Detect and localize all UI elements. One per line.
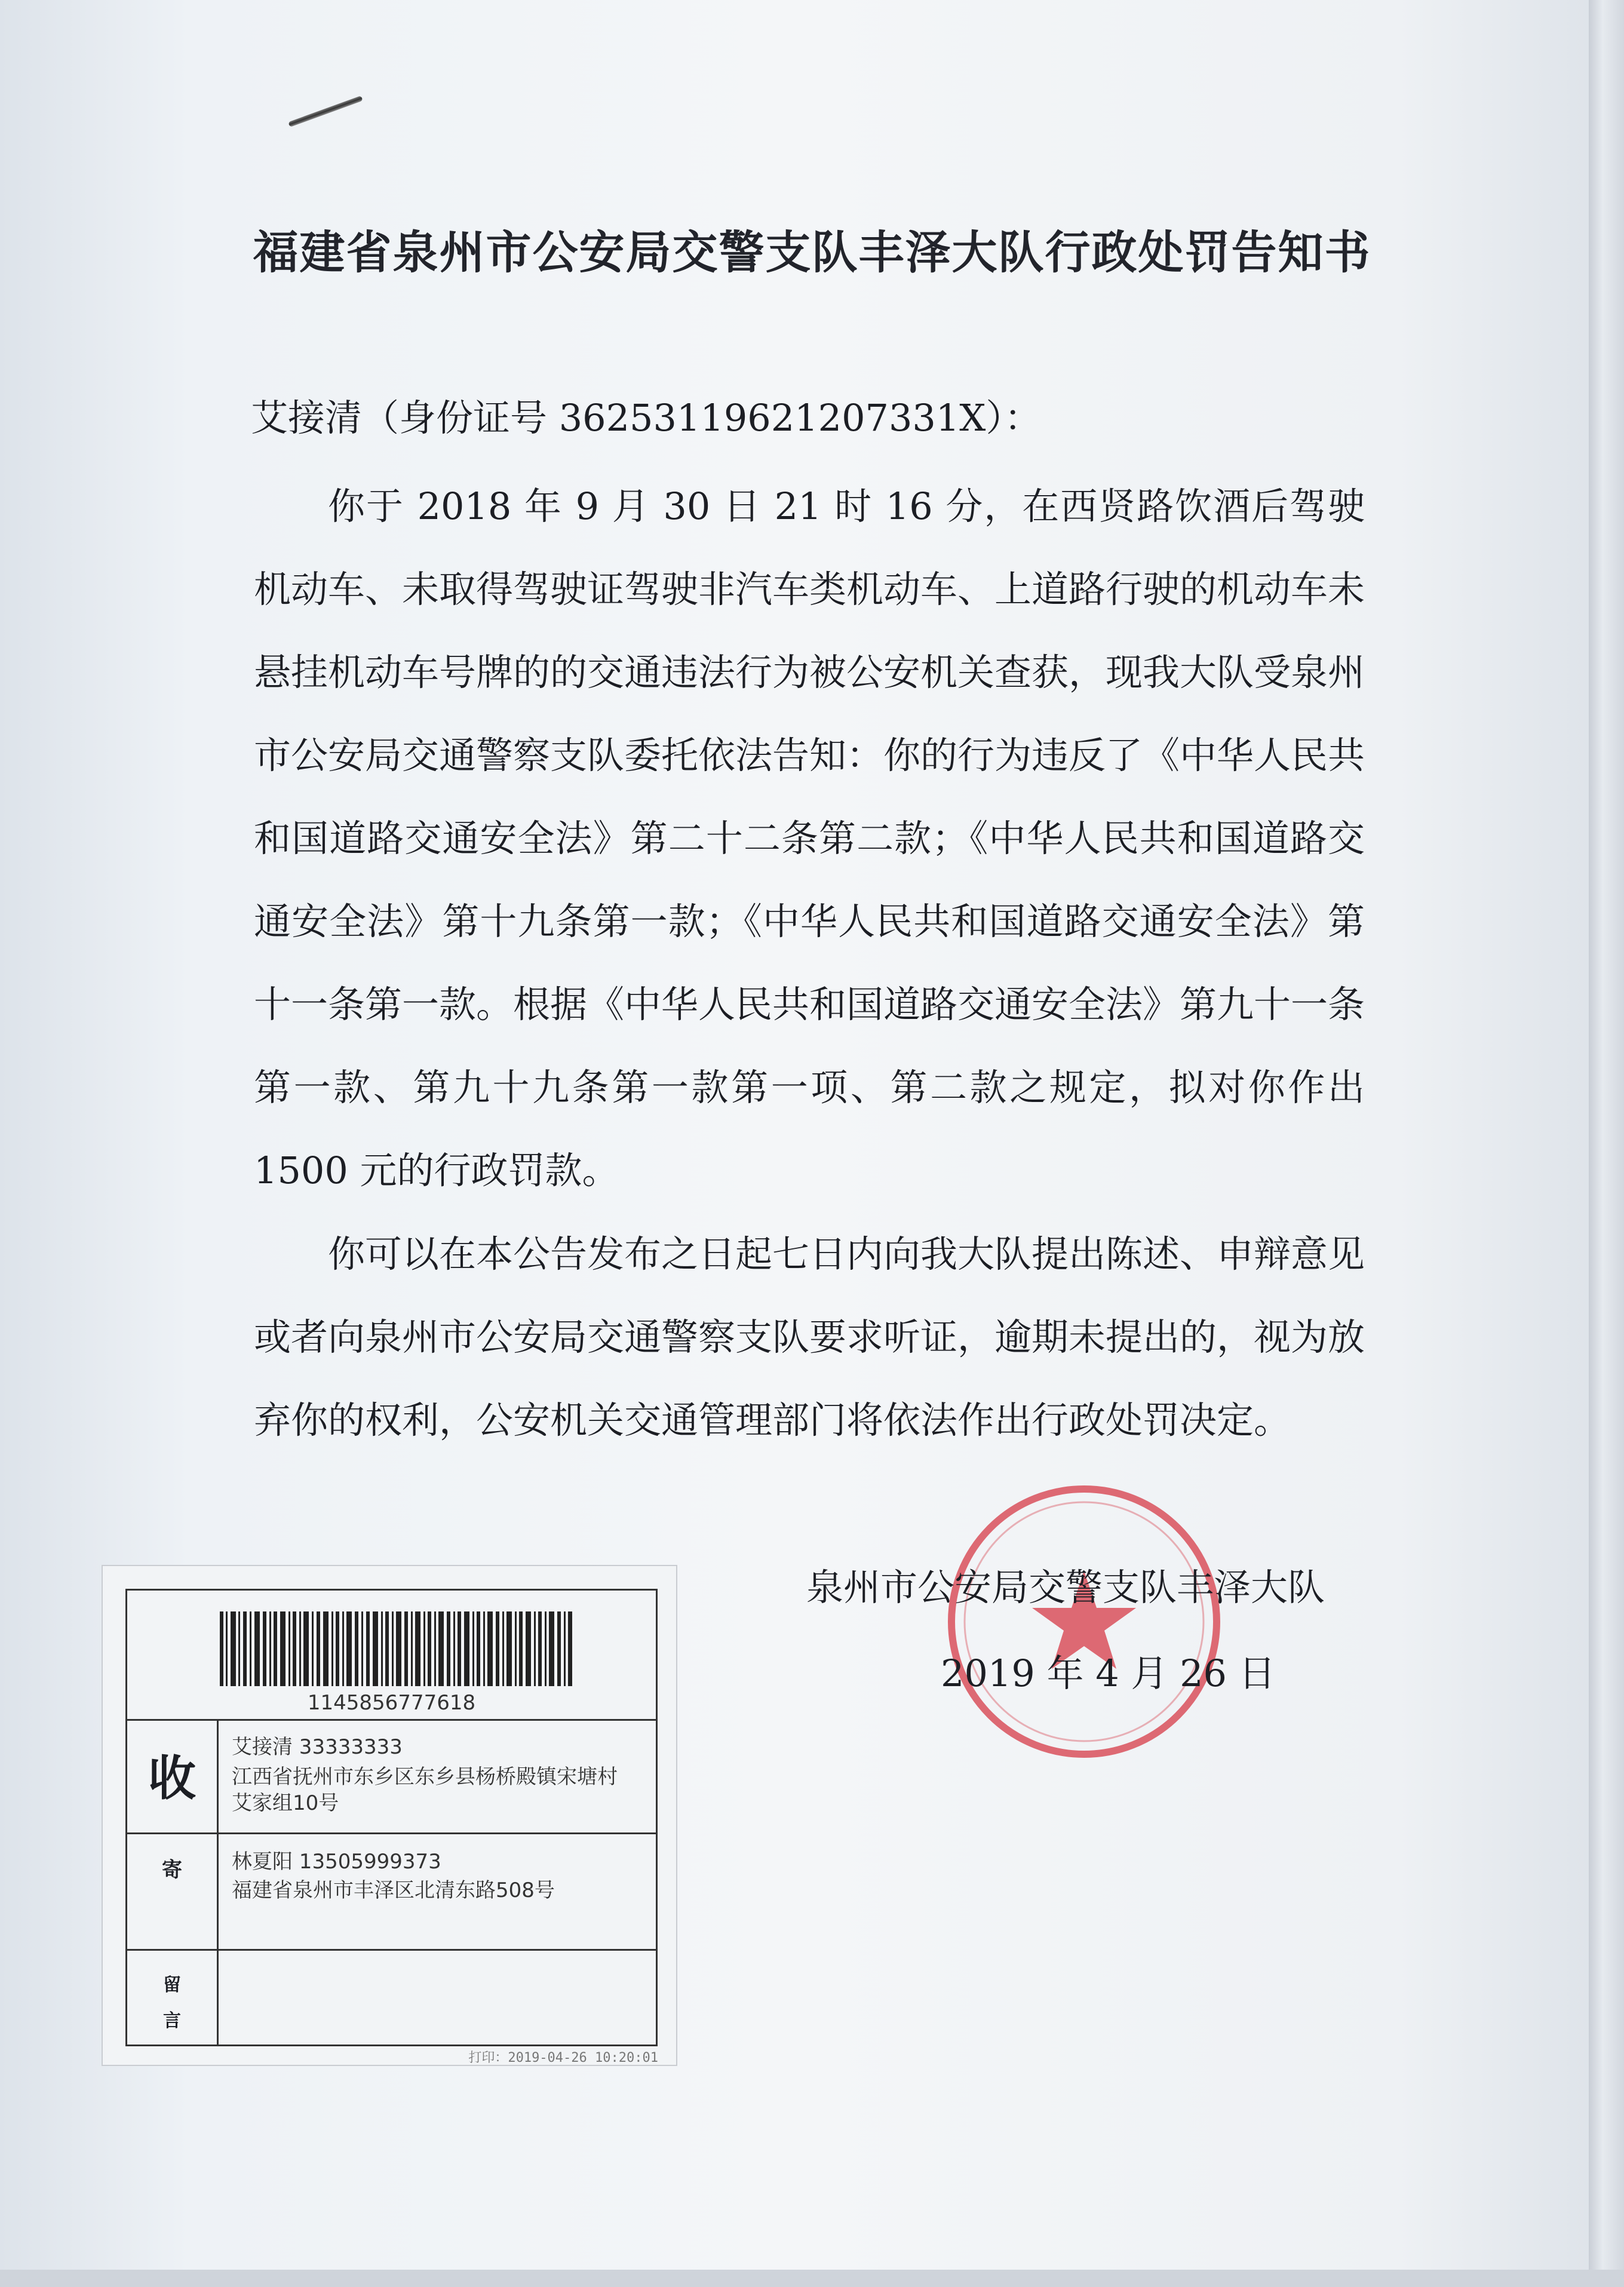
mailing-label-frame: [125, 1589, 658, 2046]
message-heading-2: 言: [163, 2010, 181, 2031]
label-divider: [127, 1832, 656, 1834]
recipient-address-line2: 艾家组10号: [232, 1791, 339, 1815]
sender-address: 福建省泉州市丰泽区北清东路508号: [232, 1878, 555, 1902]
notice-paragraph-1: 你于 2018 年 9 月 30 日 21 时 16 分，在西贤路饮酒后驾驶机动车、未取得驾驶证驾驶非汽车类机动车、上道路行驶的机动车未悬挂机动车号牌的的交通违法行为被公安机关查获，现我大队受泉州市公安局交通警察支队委托依法告知：你的行为违反了《中华人民共和国道路交通安全法》第二十二条第二款；《中华人民共和国道路交通安全法》第十九条第一款；《中华人民共和国道路交通安全法》第十一条第一款。根据《中华人民共和国道路交通安全法》第九十一条第一款、第九十九条第一款第一项、第二款之规定，拟对你作出 1500 元的行政罚款。: [254, 484, 1365, 1192]
label-divider: [127, 1949, 656, 1951]
label-column-divider: [217, 1719, 219, 2045]
label-divider: [127, 1719, 656, 1721]
sender-heading: 寄: [162, 1858, 182, 1882]
recipient-address-line1: 江西省抚州市东乡区东乡县杨桥殿镇宋塘村: [232, 1765, 618, 1789]
official-seal: [944, 1481, 1224, 1762]
barcode-number: 1145856777618: [307, 1691, 476, 1715]
message-heading-1: 留: [163, 1975, 181, 1996]
document-title: 福建省泉州市公安局交警支队丰泽大队行政处罚告知书: [253, 226, 1371, 279]
recipient-heading: 收: [148, 1750, 196, 1806]
notice-paragraph-2: 你可以在本公告发布之日起七日内向我大队提出陈述、申辩意见或者向泉州市公安局交通警察支队要求听证，逾期未提出的，视为放弃你的权利，公安机关交通管理部门将依法作出行政处罚决定。: [254, 1232, 1365, 1442]
print-timestamp: 打印：2019-04-26 10:20:01: [468, 2050, 658, 2065]
barcode: [220, 1611, 572, 1686]
sender-name-phone: 林夏阳 13505999373: [232, 1850, 441, 1874]
mailing-label: [102, 1565, 677, 2066]
addressee: 艾接清（身份证号 36253119621207331X）：: [251, 396, 1042, 440]
issue-date: 2019 年 4 月 26 日: [941, 1651, 1276, 1695]
recipient-name-phone: 艾接清 33333333: [232, 1735, 403, 1759]
issuer-name: 泉州市公安局交警支队丰泽大队: [806, 1565, 1325, 1609]
bottom-background: [0, 2270, 1624, 2287]
page-edge: [1589, 0, 1624, 2287]
